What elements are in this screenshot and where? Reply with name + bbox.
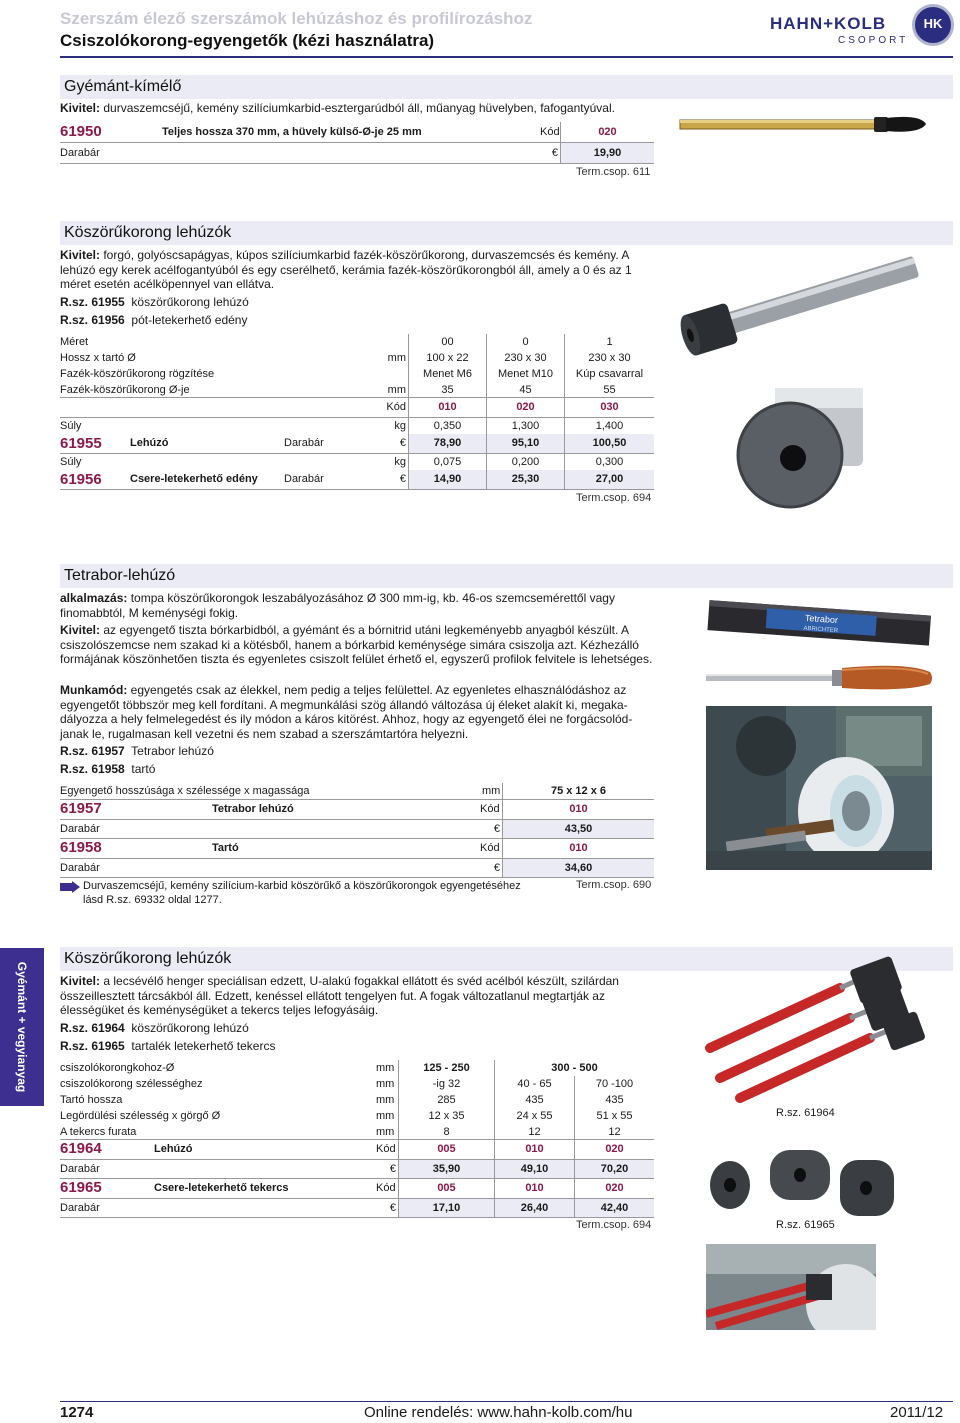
page-header bbox=[60, 8, 760, 52]
cell-value: 8 bbox=[398, 1124, 494, 1139]
price-value: 49,10 bbox=[494, 1160, 574, 1178]
arrow-right-icon bbox=[60, 881, 80, 893]
table-row bbox=[60, 418, 654, 434]
kod-value: 010 bbox=[502, 839, 654, 858]
hahn-kolb-logo bbox=[768, 4, 958, 48]
table-row bbox=[60, 1179, 654, 1198]
row-unit: mm bbox=[376, 1062, 395, 1074]
row-unit: mm bbox=[376, 1094, 395, 1106]
dim-value: 75 x 12 x 6 bbox=[502, 783, 654, 799]
kod-value: 020 bbox=[560, 122, 654, 142]
footer-edition: 2011/12 bbox=[890, 1404, 944, 1421]
abrichter-label: ABRICHTER bbox=[803, 625, 839, 635]
wheel-dresser-image bbox=[684, 250, 934, 390]
price-value: 78,90 bbox=[408, 434, 486, 453]
caption-61965: R.sz. 61965 bbox=[776, 1219, 835, 1231]
price-value: 100,50 bbox=[564, 434, 654, 453]
section-title-gyemant-kimelo: Gyémánt-kímélő bbox=[60, 75, 953, 99]
product-number: 61957 bbox=[60, 800, 102, 817]
cell-value: 45 bbox=[486, 382, 564, 397]
row-label: Méret bbox=[60, 336, 89, 348]
cell-value: 24 x 55 bbox=[494, 1108, 574, 1124]
logo-hk-icon: HK bbox=[912, 4, 954, 46]
page-number: 1274 bbox=[60, 1404, 94, 1421]
product-name: Lehúzó bbox=[154, 1143, 193, 1155]
sec4-table bbox=[60, 1060, 654, 1214]
table-row bbox=[60, 839, 654, 858]
cell-value: Menet M6 bbox=[408, 366, 486, 382]
row-label: Tartó hossza bbox=[60, 1094, 123, 1106]
cell-value: 230 x 30 bbox=[486, 350, 564, 366]
table-row bbox=[60, 350, 654, 366]
sec3-application: alkalmazás: tompa köszörűkorongok leszabályozásához Ø 300 mm-ig, kb. 46-os szemcsemérettől vagy finomabbtól, M keménységi fokig. bbox=[60, 591, 615, 620]
darabar-label: Darabár bbox=[60, 1202, 100, 1214]
kod-label: Kód bbox=[480, 803, 500, 815]
table-row bbox=[60, 1159, 654, 1179]
cell-value: 1 bbox=[564, 334, 654, 350]
table-row bbox=[60, 382, 654, 398]
product-number: 61955 bbox=[60, 435, 102, 452]
roller-dresser-usage-photo bbox=[706, 1244, 876, 1330]
darabar-label: Darabár bbox=[60, 862, 100, 874]
kod-value: 010 bbox=[408, 398, 486, 417]
kod-label: Kód bbox=[540, 126, 560, 138]
row-label: A tekercs furata bbox=[60, 1126, 137, 1138]
cell-value: 12 bbox=[494, 1124, 574, 1139]
table-row bbox=[60, 819, 654, 839]
header-title: Csiszolókorong-egyengetők (kézi használatra) bbox=[60, 31, 435, 50]
table-row bbox=[60, 470, 654, 490]
tetrabor-usage-photo bbox=[706, 706, 932, 870]
cell-value: 51 x 55 bbox=[574, 1108, 654, 1124]
weight-value: 0,350 bbox=[408, 418, 486, 434]
product-name: Tartó bbox=[212, 842, 239, 854]
row-label: csiszolókorongkohoz-Ø bbox=[60, 1062, 175, 1074]
term-group: Term.csop. 690 bbox=[576, 879, 652, 891]
cell-value: 35 bbox=[408, 382, 486, 397]
sec2-description: Kivitel: forgó, golyóscsapágyas, kúpos szilíciumkarbid fazék-köszörűkorong, durvaszemcsés és kemény. A lehúzó egy kerek acélfogantyúból és egy cserélhető, kerámia fazék-köszörűkorongból áll, amely a 0 és az 1 méret esetén acélköpennyel van ellátva. bbox=[60, 248, 632, 291]
sec2-rsz-1: R.sz. 61955 köszörűkorong lehúzó bbox=[60, 295, 249, 309]
section-title-koszorukorong-lehuzok: Köszörűkorong lehúzók bbox=[60, 221, 953, 245]
kod-label: Kód bbox=[386, 401, 406, 413]
term-group: Term.csop. 694 bbox=[576, 492, 652, 504]
row-unit: mm bbox=[376, 1078, 395, 1090]
weight-value: 0,300 bbox=[564, 454, 654, 470]
cell-value: 100 x 22 bbox=[408, 350, 486, 366]
kod-value: 030 bbox=[564, 398, 654, 417]
cell-value: 0 bbox=[486, 334, 564, 350]
product-spec: Teljes hossza 370 mm, a hüvely külső-Ø-je 25 mm bbox=[162, 126, 422, 138]
kod-value: 010 bbox=[494, 1179, 574, 1198]
row-label: csiszolókorong szélességhez bbox=[60, 1078, 203, 1090]
product-number: 61950 bbox=[60, 123, 102, 140]
sec3-note bbox=[83, 879, 563, 907]
tetrabor-stick-image bbox=[706, 600, 936, 652]
kod-label: Kód bbox=[480, 842, 500, 854]
footer-divider bbox=[60, 1401, 953, 1402]
usage-photo-drawing bbox=[706, 706, 932, 870]
sec3-work-method: Munkamód: egyengetés csak az élekkel, nem pedig a teljes felülettel. Az egyenletes elhasználódáshoz az egyengetőt többször meg kell fordítani. A megmunkálási szög állandó változása új éleket alakít ki, megakadályozza a hely felmelegedést és ily módon a káros kitörést. Ahhoz, hogy az egyengető élei ne forgácsolódjanak le, rugalmasan kell vezetni és nem szabad a szerszámtartóra helyezni. bbox=[60, 683, 633, 741]
sec4-rsz-2: R.sz. 61965 tartalék letekerhető tekercs bbox=[60, 1039, 276, 1053]
kod-value: 010 bbox=[502, 800, 654, 819]
price-value: 34,60 bbox=[502, 859, 654, 877]
cell-value: 12 bbox=[574, 1124, 654, 1139]
sec2-table bbox=[60, 334, 654, 488]
section-title-koszorukorong-lehuzok-2: Köszörűkorong lehúzók bbox=[60, 947, 953, 971]
cell-value: Kúp csavarral bbox=[564, 366, 654, 382]
product-number: 61958 bbox=[60, 839, 102, 856]
suly-label: Súly bbox=[60, 420, 82, 432]
table-row bbox=[60, 122, 654, 143]
kod-value: 020 bbox=[574, 1140, 654, 1159]
cell-value: 285 bbox=[398, 1092, 494, 1108]
table-row bbox=[60, 366, 654, 382]
euro-icon: € bbox=[389, 1163, 396, 1175]
table-row bbox=[60, 858, 654, 878]
euro-icon: € bbox=[389, 1202, 396, 1214]
euro-icon: € bbox=[493, 862, 500, 874]
price-value: 42,40 bbox=[574, 1199, 654, 1217]
dim-label: Egyengető hosszúsága x szélessége x magassága bbox=[60, 785, 310, 797]
tetrabor-holder-image bbox=[706, 660, 936, 696]
kod-value: 020 bbox=[486, 398, 564, 417]
kod-value: 005 bbox=[398, 1140, 494, 1159]
kg-unit: kg bbox=[394, 456, 406, 468]
table-row bbox=[60, 800, 654, 819]
table-row bbox=[60, 1108, 654, 1124]
kod-label: Kód bbox=[376, 1143, 396, 1155]
sec4-rsz-1: R.sz. 61964 köszörűkorong lehúzó bbox=[60, 1021, 249, 1035]
weight-value: 1,400 bbox=[564, 418, 654, 434]
row-label: Legördülési szélesség x görgő Ø bbox=[60, 1110, 221, 1122]
sec3-rsz-2: R.sz. 61958 tartó bbox=[60, 762, 156, 776]
table-row bbox=[60, 783, 654, 800]
term-group: Term.csop. 611 bbox=[576, 166, 651, 178]
weight-value: 0,075 bbox=[408, 454, 486, 470]
usage-photo-drawing bbox=[706, 1244, 876, 1330]
spare-rolls-image bbox=[700, 1130, 900, 1220]
row-unit: mm bbox=[387, 384, 406, 396]
price-value: 95,10 bbox=[486, 434, 564, 453]
sec1-description: Kivitel: durvaszemcséjű, kemény szilíciumkarbid-esztergarúdból áll, műanyag hüvelyben, fafogantyúval. bbox=[60, 101, 615, 115]
cell-value: 55 bbox=[564, 382, 654, 397]
cell-value: -ig 32 bbox=[398, 1076, 494, 1092]
cell-value: 40 - 65 bbox=[494, 1076, 574, 1092]
sec1-table bbox=[60, 122, 654, 164]
price-value: 26,40 bbox=[494, 1199, 574, 1217]
cell-value: 00 bbox=[408, 334, 486, 350]
product-number: 61956 bbox=[60, 471, 102, 488]
table-row bbox=[60, 1092, 654, 1108]
price-value: 14,90 bbox=[408, 470, 486, 489]
caption-61964: R.sz. 61964 bbox=[776, 1107, 835, 1119]
darabar-label: Darabár bbox=[284, 473, 324, 485]
table-row bbox=[60, 1076, 654, 1092]
euro-icon: € bbox=[493, 823, 500, 835]
darabar-label: Darabár bbox=[60, 823, 100, 835]
euro-icon: € bbox=[399, 437, 406, 449]
weight-value: 0,200 bbox=[486, 454, 564, 470]
row-label: Fazék-köszörűkorong Ø-je bbox=[60, 384, 190, 396]
row-unit: mm bbox=[376, 1110, 395, 1122]
euro-icon: € bbox=[551, 147, 558, 159]
row-label: Fazék-köszörűkorong rögzítése bbox=[60, 368, 215, 380]
darabar-label: Darabár bbox=[60, 147, 100, 159]
kod-value: 005 bbox=[398, 1179, 494, 1198]
logo-brand: HAHN+KOLB bbox=[770, 14, 887, 33]
table-row bbox=[60, 398, 654, 418]
side-tab-label: Gyémánt + vegyianyag bbox=[15, 961, 29, 1093]
product-name: Csere-letekerhető tekercs bbox=[154, 1182, 289, 1194]
row-unit: mm bbox=[376, 1126, 395, 1138]
product-name: Csere-letekerhető edény bbox=[130, 473, 258, 485]
footer-online-order[interactable]: Online rendelés: www.hahn-kolb.com/hu bbox=[364, 1404, 633, 1421]
table-row bbox=[60, 1124, 654, 1140]
header-divider bbox=[60, 56, 953, 58]
cell-value: Menet M10 bbox=[486, 366, 564, 382]
price-value: 70,20 bbox=[574, 1160, 654, 1178]
term-group: Term.csop. 694 bbox=[576, 1219, 652, 1231]
price-value: 25,30 bbox=[486, 470, 564, 489]
price-value: 19,90 bbox=[560, 143, 654, 163]
price-value: 17,10 bbox=[398, 1199, 494, 1217]
sec3-design: Kivitel: az egyengető tiszta bórkarbidból, a gyémánt és a bórnitrid utáni legkeményebb anyagból készült. A csiszolószemcse nem szakad ki a kötésből, hanem a bórkarbid keménysége simára csiszolja azt. Kézhezálló formájának köszönhetően tiszta és egyenletes csiszolt felület érhető el, egyszerű profilok felvitele is lehetséges. bbox=[60, 623, 653, 666]
suly-label: Súly bbox=[60, 456, 82, 468]
note-line: lásd R.sz. 69332 oldal 1277. bbox=[83, 894, 222, 906]
kod-value: 010 bbox=[494, 1140, 574, 1159]
sec3-table bbox=[60, 783, 654, 877]
diamond-saver-image bbox=[680, 112, 930, 140]
side-tab-category bbox=[0, 948, 44, 1106]
row-unit: mm bbox=[387, 352, 406, 364]
table-row bbox=[60, 334, 654, 350]
price-value: 35,90 bbox=[398, 1160, 494, 1178]
product-number: 61964 bbox=[60, 1140, 102, 1157]
note-line: Durvaszemcséjű, kemény szilícium-karbid köszörűkő a köszörűkorongok egyengetéséhez bbox=[83, 880, 521, 892]
cell-value: 435 bbox=[494, 1092, 574, 1108]
cell-value: 300 - 500 bbox=[494, 1060, 654, 1076]
table-row bbox=[60, 1140, 654, 1159]
dim-unit: mm bbox=[482, 785, 501, 797]
row-label: Hossz x tartó Ø bbox=[60, 352, 136, 364]
header-category: Szerszám élező szerszámok lehúzáshoz és profilírozáshoz bbox=[60, 9, 533, 28]
weight-value: 1,300 bbox=[486, 418, 564, 434]
product-number: 61965 bbox=[60, 1179, 102, 1196]
sec4-description: Kivitel: a lecsévélő henger speciálisan edzett, U-alakú fogakkal ellátott és svéd acélból készült, szilárdan összeillesztett tárcsákból áll. Edzett, kenéssel ellátott tengelyen fut. A fogak változatlanul megtartják az élességüket és keménységüket a tekercs teljes lefogyásáig. bbox=[60, 974, 619, 1017]
grinding-cup-image bbox=[735, 380, 875, 510]
cell-value: 230 x 30 bbox=[564, 350, 654, 366]
section-title-tetrabor-lehuzo: Tetrabor-lehúzó bbox=[60, 564, 953, 588]
sec2-rsz-2: R.sz. 61956 pót-letekerhető edény bbox=[60, 313, 248, 327]
cell-value: 70 -100 bbox=[574, 1076, 654, 1092]
cell-value: 125 - 250 bbox=[398, 1060, 494, 1076]
product-name: Lehúzó bbox=[130, 437, 169, 449]
darabar-label: Darabár bbox=[284, 437, 324, 449]
tetrabor-label: Tetrabor bbox=[804, 612, 839, 626]
sec3-rsz-1: R.sz. 61957 Tetrabor lehúzó bbox=[60, 744, 214, 758]
logo-sub: CSOPORT bbox=[838, 35, 909, 46]
price-value: 43,50 bbox=[502, 820, 654, 838]
kg-unit: kg bbox=[394, 420, 406, 432]
price-value: 27,00 bbox=[564, 470, 654, 489]
table-row bbox=[60, 143, 654, 164]
table-row bbox=[60, 434, 654, 454]
cell-value: 435 bbox=[574, 1092, 654, 1108]
darabar-label: Darabár bbox=[60, 1163, 100, 1175]
table-row bbox=[60, 454, 654, 470]
roller-dresser-image bbox=[700, 958, 940, 1108]
table-row bbox=[60, 1060, 654, 1076]
kod-value: 020 bbox=[574, 1179, 654, 1198]
euro-icon: € bbox=[399, 473, 406, 485]
product-name: Tetrabor lehúzó bbox=[212, 803, 294, 815]
table-row bbox=[60, 1198, 654, 1218]
cell-value: 12 x 35 bbox=[398, 1108, 494, 1124]
kod-label: Kód bbox=[376, 1182, 396, 1194]
